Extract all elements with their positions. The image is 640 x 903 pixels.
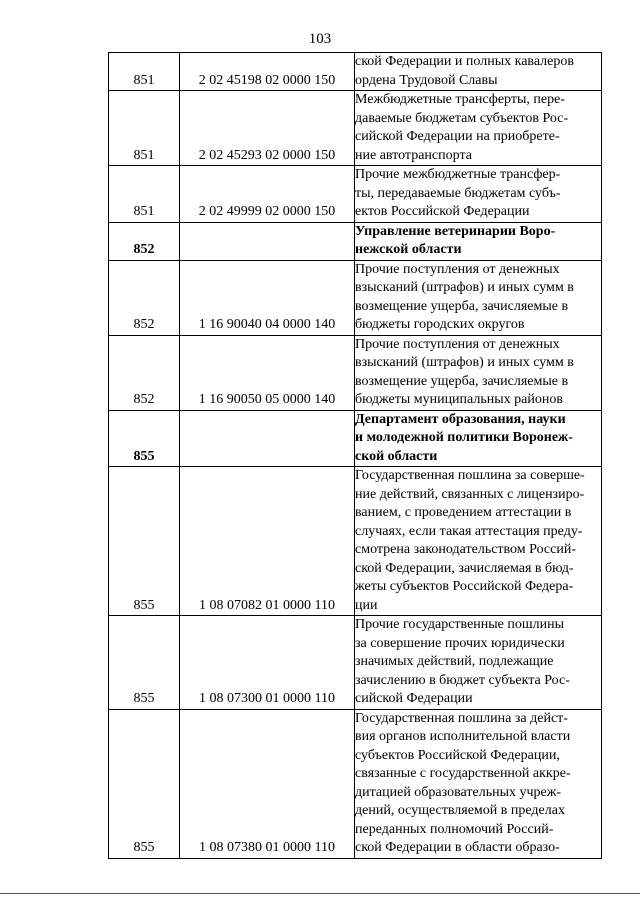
department-name-cell <box>355 410 602 467</box>
table-row <box>109 467 602 616</box>
budget-class-code-cell: 1 08 07300 01 0000 110 <box>180 616 355 710</box>
table-row <box>109 616 602 710</box>
revenue-name-line: Государственная пошлина за дейст- <box>355 710 568 726</box>
revenue-name-line: ние автотранспорта <box>355 147 472 163</box>
revenue-name-line: ванием, с проведением аттестации в <box>355 505 572 520</box>
revenue-name-line: бюджеты городских округов <box>355 317 525 332</box>
revenue-name-line: даваемые бюджетам субъектов Рос- <box>355 110 569 126</box>
revenue-name-line: вия органов исполнительной власти <box>355 729 571 744</box>
revenue-name-line: переданных полномочий Россий- <box>355 821 554 837</box>
revenue-name-line: Государственная пошлина за соверше- <box>355 468 585 483</box>
budget-class-code-cell <box>180 410 355 467</box>
department-name-line: Департамент образования, науки <box>355 411 566 427</box>
revenue-name-line: субъектов Российской Федерации, <box>355 747 560 763</box>
table-body <box>109 53 602 859</box>
revenue-name-line: бюджеты муниципальных районов <box>355 392 563 407</box>
admin-code-cell: 852 <box>109 335 180 410</box>
department-name-line: Управление ветеринарии Воро- <box>355 223 556 239</box>
admin-code-cell: 855 <box>109 616 180 710</box>
revenue-name-line: смотрена законодательством Россий- <box>355 542 576 557</box>
revenue-name-cell <box>355 166 602 223</box>
table-row <box>109 335 602 410</box>
revenue-name-cell <box>355 467 602 616</box>
revenue-name-line: Межбюджетные трансферты, пере- <box>355 92 565 107</box>
admin-code-cell: 852 <box>109 222 180 260</box>
revenue-name-line: ние действий, связанных с лицензиро- <box>355 486 585 502</box>
revenue-name-cell <box>355 53 602 91</box>
revenue-name-line: возмещение ущерба, зачисляемые в <box>355 298 569 314</box>
admin-code-cell: 855 <box>109 410 180 467</box>
revenue-name-line: Прочие поступления от денежных <box>355 336 560 352</box>
revenue-name-cell <box>355 335 602 410</box>
department-name-line: и молодежной политики Воронеж- <box>355 430 573 445</box>
revenue-name-line: сийской Федерации <box>355 691 473 706</box>
admin-code-cell: 851 <box>109 166 180 223</box>
revenue-name-cell <box>355 260 602 335</box>
table-row-department-header <box>109 410 602 467</box>
revenue-name-line: ской Федерации, зачисляемая в бюд- <box>355 560 574 576</box>
revenue-name-cell <box>355 91 602 166</box>
budget-codes-table <box>108 52 602 859</box>
revenue-name-cell <box>355 709 602 858</box>
revenue-name-line: дений, осуществляемой в пределах <box>355 803 565 818</box>
table-row <box>109 91 602 166</box>
admin-code-cell: 851 <box>109 91 180 166</box>
department-name-cell <box>355 222 602 260</box>
revenue-name-line: Прочие государственные пошлины <box>355 617 565 632</box>
revenue-name-line: связанные с государственной аккре- <box>355 766 571 781</box>
admin-code-cell: 855 <box>109 709 180 858</box>
department-name-line: нежской области <box>355 242 462 257</box>
revenue-name-line: возмещение ущерба, зачисляемые в <box>355 373 569 389</box>
admin-code-cell: 851 <box>109 53 180 91</box>
revenue-name-line: взысканий (штрафов) и иных сумм в <box>355 280 574 295</box>
revenue-name-line: ордена Трудовой Славы <box>355 72 498 88</box>
admin-code-cell: 852 <box>109 260 180 335</box>
department-name-line: ской области <box>355 448 438 464</box>
revenue-name-line: ской Федерации и полных кавалеров <box>355 54 574 69</box>
revenue-name-line: ской Федерации в области образо- <box>355 840 560 855</box>
revenue-name-line: взысканий (штрафов) и иных сумм в <box>355 355 574 370</box>
budget-class-code-cell: 1 16 90040 04 0000 140 <box>180 260 355 335</box>
table-row <box>109 166 602 223</box>
revenue-name-line: зачислению в бюджет субъекта Рос- <box>355 672 570 688</box>
budget-class-code-cell <box>180 222 355 260</box>
admin-code-cell: 855 <box>109 467 180 616</box>
table-row <box>109 709 602 858</box>
budget-class-code-cell: 2 02 45293 02 0000 150 <box>180 91 355 166</box>
table-row <box>109 260 602 335</box>
budget-class-code-cell: 1 16 90050 05 0000 140 <box>180 335 355 410</box>
revenue-name-line: сийской Федерации на приобрете- <box>355 129 560 144</box>
bottom-edge-rule <box>0 893 640 894</box>
revenue-name-line: ектов Российской Федерации <box>355 204 530 219</box>
table-row <box>109 53 602 91</box>
budget-class-code-cell: 1 08 07082 01 0000 110 <box>180 467 355 616</box>
revenue-name-line: Прочие поступления от денежных <box>355 261 560 277</box>
revenue-name-line: дитацией образовательных учреж- <box>355 784 562 800</box>
revenue-name-line: за совершение прочих юридически <box>355 635 565 651</box>
table-row-department-header <box>109 222 602 260</box>
revenue-name-line: ции <box>355 597 378 613</box>
revenue-name-line: Прочие межбюджетные трансфер- <box>355 167 561 182</box>
budget-class-code-cell: 2 02 45198 02 0000 150 <box>180 53 355 91</box>
revenue-name-line: ты, передаваемые бюджетам субъ- <box>355 185 561 201</box>
revenue-name-cell <box>355 616 602 710</box>
budget-class-code-cell: 2 02 49999 02 0000 150 <box>180 166 355 223</box>
page-number: 103 <box>308 31 332 47</box>
budget-class-code-cell: 1 08 07380 01 0000 110 <box>180 709 355 858</box>
revenue-name-line: значимых действий, подлежащие <box>355 654 554 669</box>
revenue-name-line: жеты субъектов Российской Федера- <box>355 579 574 594</box>
revenue-name-line: случаях, если такая аттестация преду- <box>355 523 583 539</box>
